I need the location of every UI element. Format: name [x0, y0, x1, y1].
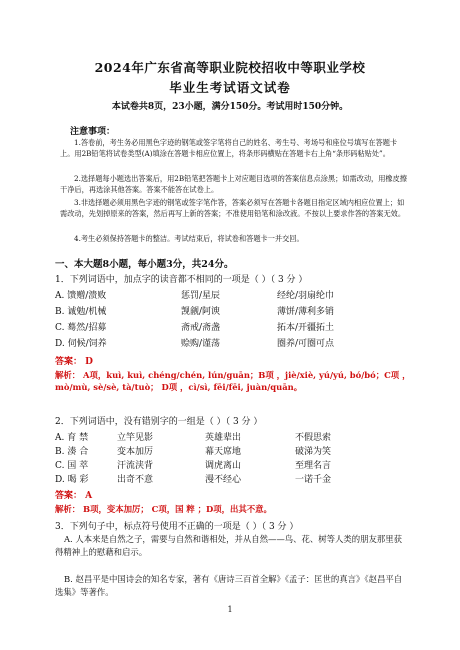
- q2-d-word4: 一诺千金: [295, 475, 332, 485]
- q2-c-word1: C. 国 萃: [55, 461, 89, 471]
- q2-option-b: [55, 444, 415, 458]
- section1-heading: 一、本大题8小题，每小题3分，共24分。: [55, 259, 234, 270]
- q2-b-word2: 变本加厉: [117, 447, 154, 457]
- q2-b-word4: 破涕为笑: [295, 447, 332, 457]
- q1-a-word3: 经纶/羽扇纶巾: [277, 291, 335, 301]
- q2-option-d: [55, 472, 415, 486]
- q1-d-word2: 赊购/谨荡: [181, 339, 221, 349]
- exam-title-line1: 2024年广东省高等职业院校招收中等职业学校: [94, 60, 366, 75]
- q1-b-word3: 薄饼/薄利多销: [277, 307, 335, 317]
- q1-options: [55, 288, 415, 352]
- q1-answer: 答案： D: [55, 357, 93, 367]
- q1-d-word1: D. 伺候/饲养: [55, 339, 107, 349]
- q2-d-word3: 漫不经心: [205, 475, 242, 485]
- note-item-4: 4.考生必须保持答题卡的整洁。考试结束后，将试卷和答题卡一并交回。: [74, 234, 304, 243]
- q1-c-word3: 拓本/开疆拓土: [277, 323, 335, 333]
- q2-a-word3: 英雄辈出: [205, 433, 242, 443]
- q2-a-word1: A. 育 禁: [55, 433, 89, 443]
- q1-c-word1: C. 蓦然/招募: [55, 323, 107, 333]
- q1-analysis: 解析： A项，kuì, kuì, chéng/chén, lún/guān；B项 ，jiè/xiè, yú/yú, bó/bó；C项 ，mò/mù, sè/sè, tà/tuò； D项 ，cì/sì, fēi/fēi, juàn/quān。: [55, 370, 411, 392]
- note-item-2: 2.选择题每小题选出答案后，用2B铅笔把答题卡上对应题目选项的答案信息点涂黑；如需改动，用橡皮擦干净后，再选涂其他答案。答案不能答在试卷上。: [60, 174, 407, 195]
- q1-c-word2: 斋戒/斋盏: [181, 323, 221, 333]
- exam-title-line2: 毕业生考试语文试卷: [169, 80, 291, 95]
- q3-option-a: A. 人本来是自然之子，需要与自然和谐相处，并从自然——鸟、花、树等人类的朋友那里获得精神上的慰藉和启示。: [55, 534, 402, 557]
- q3-option-b: B. 赵昌平是中国诗会的知名专家，著有《唐诗三百首全解》《孟子：匡世的真言》《赵昌平自选集》等著作。: [55, 574, 403, 597]
- q2-option-c: [55, 458, 415, 472]
- q1-b-word1: B. 诚勉/机械: [55, 307, 107, 317]
- q2-c-word2: 汗流浃背: [117, 461, 154, 471]
- q1-option-c: [55, 320, 415, 336]
- exam-info: 本试卷共8页，23小题，满分150分。考试用时150分钟。: [111, 102, 349, 112]
- q2-d-word1: D. 喝 彩: [55, 475, 89, 485]
- q2-answer: 答案： A: [55, 491, 93, 501]
- q2-b-word3: 幕天席地: [205, 447, 242, 457]
- q2-b-word1: B. 湊 合: [55, 447, 89, 457]
- q1-a-word1: A. 馈赠/溃败: [55, 291, 107, 301]
- note-item-3: 3.非选择题必须用黑色字迹的钢笔或签字笔作答，答案必须写在答题卡各题目指定区域内相应位置上；如需改动，先划掉原来的答案，然后再写上新的答案；不准使用铅笔和涂改液。不按以上要求作答的答案无效。: [60, 198, 406, 219]
- q2-stem: 2．下列词语中，没有错别字的一组是（ ）（ 3 分 ）: [55, 417, 263, 427]
- q2-a-word4: 不假思索: [295, 433, 332, 443]
- notes-heading: 注意事项：: [70, 127, 116, 137]
- q1-option-b: [55, 304, 415, 320]
- q2-options: [55, 430, 415, 486]
- q2-analysis: 解析： B项，变本加厉； C项，国 粹 ；D项，出其不意。: [55, 504, 272, 514]
- q2-option-a: [55, 430, 415, 444]
- q2-d-word2: 出奇不意: [117, 475, 154, 485]
- q2-c-word3: 调虎离山: [205, 461, 242, 471]
- page-number: 1: [227, 605, 233, 614]
- q1-a-word2: 惩罚/星辰: [181, 291, 221, 301]
- q1-option-d: [55, 336, 415, 352]
- q1-b-word2: 觊觎/阿谀: [181, 307, 221, 317]
- q1-d-word3: 圈养/可圈可点: [277, 339, 335, 349]
- q2-a-word2: 立竿见影: [117, 433, 154, 443]
- q1-stem: 1．下列词语中，加点字的读音都不相同的一项是（ ）（ 3 分 ）: [55, 275, 308, 285]
- note-item-1: 1.答卷前，考生务必用黑色字迹的钢笔或签字笔将自己的姓名、考生号、考场号和座位号填写在答题卡上。用2B铅笔将试卷类型(A)填涂在答题卡相应位置上，将条形码横贴在答题卡右上角“条形码粘贴处”。: [60, 138, 398, 159]
- q1-option-a: [55, 288, 415, 304]
- q3-stem: 3．下列句子中，标点符号使用不正确的一项是（ ）（ 3 分 ）: [55, 522, 299, 532]
- q2-c-word4: 至理名言: [295, 461, 332, 471]
